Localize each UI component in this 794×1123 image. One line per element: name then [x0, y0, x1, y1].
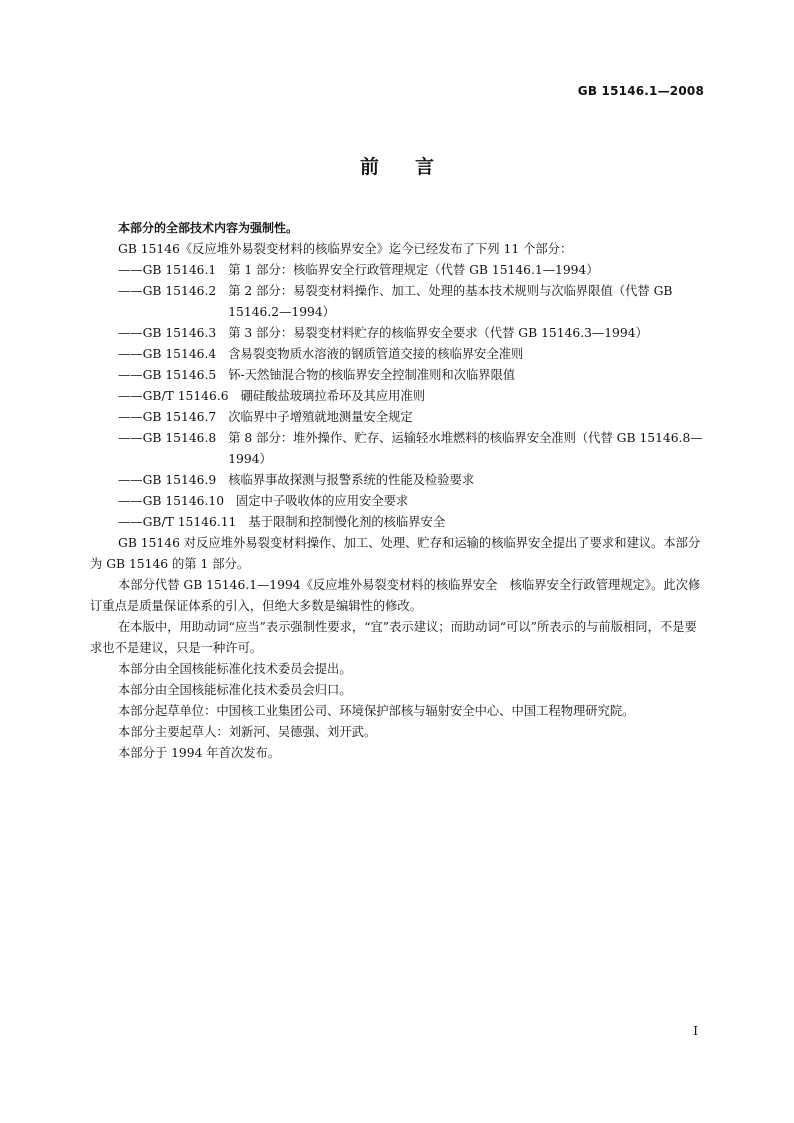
- part-title: 硼硅酸盐玻璃拉希环及其应用准则: [240, 389, 426, 403]
- part-title: 第 1 部分：核临界安全行政管理规定（代替 GB 15146.1—1994）: [228, 263, 599, 277]
- list-dash: ——: [118, 410, 143, 424]
- list-item: [90, 323, 705, 344]
- list-item: [90, 344, 705, 365]
- proposer-paragraph: 本部分由全国核能标准化技术委员会提出。: [118, 662, 352, 676]
- mandatory-statement: 本部分的全部技术内容为强制性。: [118, 221, 299, 235]
- page-number: I: [693, 1024, 698, 1038]
- list-item: [90, 281, 705, 323]
- replacement-paragraph: 本部分代替 GB 15146.1—1994《反应堆外易裂变材料的核临界安全 核临界安全行政管理规定》。此次修订重点是质量保证体系的引入，但绝大多数是编辑性的修改。: [90, 578, 701, 613]
- list-item: [90, 260, 705, 281]
- standard-code: GB 15146.4: [142, 347, 217, 361]
- part-title: 第 3 部分：易裂变材料贮存的核临界安全要求（代替 GB 15146.3—1994）: [228, 326, 648, 340]
- drafters-paragraph: 本部分主要起草人：刘新河、吴德强、刘开武。: [118, 725, 377, 739]
- list-dash: ——: [118, 263, 143, 277]
- standard-code: GB/T 15146.11: [142, 515, 237, 529]
- list-dash: ——: [118, 326, 143, 340]
- document-body: [90, 218, 705, 764]
- standard-code: GB 15146.2: [142, 284, 217, 298]
- list-dash: ——: [118, 515, 143, 529]
- scope-paragraph: GB 15146 对反应堆外易裂变材料操作、加工、处理、贮存和运输的核临界安全提出了要求和建议。本部分为 GB 15146 的第 1 部分。: [90, 536, 701, 571]
- standard-number: GB 15146.1—2008: [577, 84, 704, 98]
- standard-code: GB 15146.5: [142, 368, 217, 382]
- list-dash: ——: [118, 347, 143, 361]
- part-title: 含易裂变物质水溶液的钢质管道交接的核临界安全准则: [228, 347, 524, 361]
- standard-code: GB 15146.9: [142, 473, 217, 487]
- list-item: [90, 428, 705, 470]
- standard-code: GB 15146.8: [142, 431, 217, 445]
- list-item: [90, 386, 705, 407]
- administrator-paragraph: 本部分由全国核能标准化技术委员会归口。: [118, 683, 352, 697]
- part-title: 核临界事故探测与报警系统的性能及检验要求: [228, 473, 475, 487]
- part-title: 基于限制和控制慢化剂的核临界安全: [248, 515, 446, 529]
- intro-paragraph: GB 15146《反应堆外易裂变材料的核临界安全》迄今已经发布了下列 11 个部分：: [118, 242, 573, 256]
- page-title: 前言: [359, 156, 470, 178]
- list-item: [90, 407, 705, 428]
- list-dash: ——: [118, 389, 143, 403]
- list-dash: ——: [118, 473, 143, 487]
- list-item: [90, 491, 705, 512]
- parts-list: [90, 260, 705, 533]
- list-dash: ——: [118, 494, 143, 508]
- verb-usage-paragraph: 在本版中，用助动词“应当”表示强制性要求，“宜”表示建议；而助动词“可以”所表示的与前版相同，不是要求也不是建议，只是一种许可。: [90, 620, 697, 655]
- standard-code: GB 15146.3: [142, 326, 217, 340]
- standard-code: GB/T 15146.6: [142, 389, 229, 403]
- standard-code: GB 15146.10: [142, 494, 225, 508]
- part-title: 第 2 部分：易裂变材料操作、加工、处理的基本技术规则与次临界限值（代替 GB 15146.2—1994）: [228, 284, 673, 319]
- part-title: 第 8 部分：堆外操作、贮存、运输轻水堆燃料的核临界安全准则（代替 GB 15146.8—1994）: [228, 431, 703, 466]
- list-dash: ——: [118, 368, 143, 382]
- first-release-paragraph: 本部分于 1994 年首次发布。: [118, 746, 281, 760]
- list-dash: ——: [118, 284, 143, 298]
- standard-code: GB 15146.1: [142, 263, 217, 277]
- list-item: [90, 512, 705, 533]
- list-item: [90, 470, 705, 491]
- list-dash: ——: [118, 431, 143, 445]
- part-title: 钚-天然铀混合物的核临界安全控制准则和次临界限值: [228, 368, 516, 382]
- list-item: [90, 365, 705, 386]
- part-title: 固定中子吸收体的应用安全要求: [236, 494, 409, 508]
- part-title: 次临界中子增殖就地测量安全规定: [228, 410, 413, 424]
- drafting-units-paragraph: 本部分起草单位：中国核工业集团公司、环境保护部核与辐射安全中心、中国工程物理研究院。: [118, 704, 635, 718]
- standard-code: GB 15146.7: [142, 410, 217, 424]
